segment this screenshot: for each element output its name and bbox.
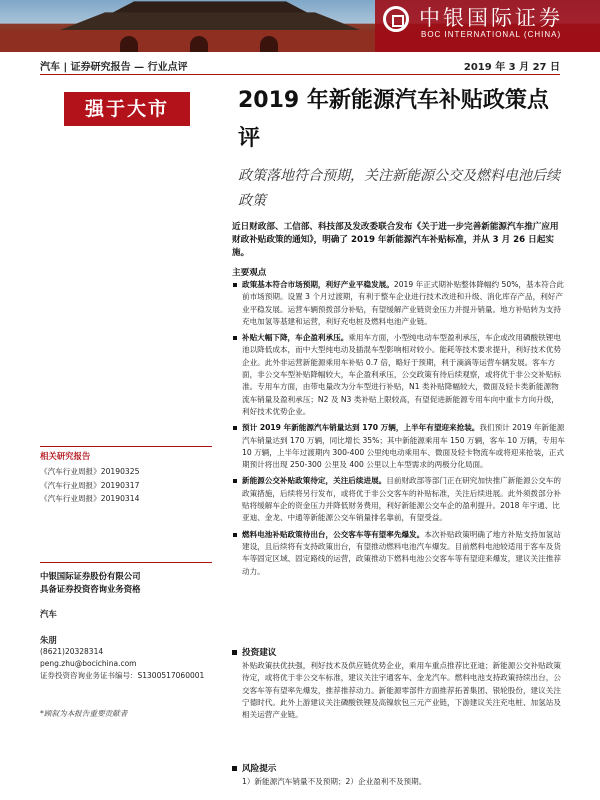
page-title: 2019 年新能源汽车补贴政策点评: [238, 88, 549, 151]
analyst-info: [40, 634, 218, 682]
contributor-note: *顾叙为本报告重要贡献者: [40, 709, 128, 718]
report-date: 2019 年 3 月 27 日: [463, 62, 560, 73]
sidebar-divider: [40, 446, 212, 447]
investment-text: 补贴政策扶优扶强，利好技术及供应链优势企业，乘用车重点推荐比亚迪；新能源公交补贴政策待定，或将优于非公交车标准，建议关注宇通客车、金龙汽车。燃料电池支持政策持续出台，公交客车等有望率先爆发，推荐推荐动力。新能源零部件方面推荐拓普集团、银轮股份，建议关注宁德时代。此外上游建议关注磷酸铁锂及高镍软包三元产业链，下游建议关注充电桩、加氢站及相关运营产业链。: [242, 661, 561, 720]
palace-arch: [120, 36, 138, 52]
boc-logo-icon: [383, 6, 409, 32]
main-points-heading: 主要观点: [232, 268, 267, 278]
rating-badge: 强于大市: [64, 92, 190, 126]
list-item: [232, 475, 566, 524]
palace-arch: [260, 36, 278, 52]
header-banner: [0, 0, 600, 52]
company-name: 中银国际证券股份有限公司 具备证券投资咨询业务资格: [40, 571, 141, 594]
header-divider: [40, 74, 560, 75]
related-report-link[interactable]: 《汽车行业周报》20190314: [40, 494, 140, 503]
related-reports-heading: 相关研究报告: [40, 451, 91, 461]
list-item: [232, 332, 566, 418]
investment-heading-text: 投资建议: [242, 648, 277, 658]
point-lead: 新能源公交补贴政策待定，关注后续进展。: [242, 476, 387, 486]
point-lead: 预计 2019 年新能源汽车销量达到 170 万辆，上半年有望迎来抢装。: [242, 423, 480, 433]
main-points-list: [232, 279, 566, 582]
analyst-cert: 证券投资咨询业务证书编号：S1300517060001: [40, 671, 205, 680]
related-reports-list: [40, 465, 212, 506]
list-item: [232, 422, 566, 471]
analyst-phone: (8621)20328314: [40, 647, 104, 656]
related-report-link[interactable]: 《汽车行业周报》20190317: [40, 480, 140, 490]
palace-arch: [190, 36, 208, 52]
point-lead: 补贴大幅下降，车企盈利承压。: [242, 333, 349, 343]
point-lead: 政策基本符合市场预期，利好产业平稳发展。: [242, 280, 394, 289]
analyst-email[interactable]: peng.zhu@bocichina.com: [40, 659, 137, 668]
list-item: [232, 529, 566, 578]
point-text: 2019 年正式期补贴整体降幅约 50%，基本符合此前市场预期。设置 3 个月过渡期，有利于整车企业进行技术改进和升级、消化库存产品，利好产业平稳发展。运营车辆预拨部分补贴，有望缓解产业链资金压力并提升销量。地方补贴转为支持充电加氢等基建和运营，利好充电桩及燃料电池产业链。: [242, 280, 564, 326]
bullet-square-icon: [232, 650, 237, 655]
point-lead: 燃料电池补贴政策待出台，公交客车等有望率先爆发。: [242, 529, 425, 539]
investment-heading: [232, 646, 276, 658]
analyst-name: 朱朋: [40, 635, 57, 645]
risk-heading: [232, 762, 276, 774]
related-report-link[interactable]: 《汽车行业周报》20190325: [40, 467, 140, 476]
company-logo: [375, 0, 600, 52]
abstract: 近日财政部、工信部、科技部及发改委联合发布《关于进一步完善新能源汽车推广应用财政补贴政策的通知》，明确了 2019 年新能源汽车补贴标准，并从 3 月 26 日起实施。: [232, 222, 559, 258]
risk-text: 1）新能源汽车销量不及预期；2）企业盈利不及预期。: [242, 777, 427, 786]
logo-text-cn: 中银国际证券: [419, 6, 563, 30]
industry-label: 汽车: [40, 609, 57, 619]
risk-heading-text: 风险提示: [242, 764, 277, 774]
bullet-square-icon: [232, 766, 237, 771]
page-subtitle: 政策落地符合预期，关注新能源公交及燃料电池后续政策: [238, 168, 560, 209]
palace-roof-upper: [110, 0, 310, 14]
breadcrumb: 汽车 | 证券研究报告 — 行业点评: [40, 62, 188, 73]
point-text: 本次补贴政策明确了地方补贴支持加氢站建设，且后续将有支持政策出台，有望推动燃料电池汽车爆发。目前燃料电池较适用于客车及货车等固定区域、固定路线的运营，政策推动下燃料电池公交客车等有望迎来爆发，建议关注推荐动力。: [242, 529, 561, 576]
sidebar-divider: [40, 562, 212, 563]
point-text: 目前财政部等部门正在研究加快推广新能源公交车的政策措施，后续将另行发布，或将优于非公交客车的补贴标准，关注后续进展。此外须拨部分补贴将缓解车企的资金压力并降低财务费用，利好新能源公交车企的盈利提升。2018 年宇通、比亚迪、金龙、中通等新能源公交车销量排名靠前，有望受益。: [242, 476, 561, 523]
point-text: 乘用车方面，小型纯电动车型盈利承压，车企或改用磷酸铁锂电池以降低成本，而中大型纯电动及插混车型影响相对较小。能耗等技术要求提升，利好技术优势企业。此外非运营新能源乘用车补贴 0.7 倍，略好于预期，利于滴滴等运营车辆发展。客车方面，非公交车型补贴降幅较大，车企盈利承压，公交政策有待后续观察，或将优于非公交补贴标准。专用车方面，由带电量改为分车型进行补贴，N1 类补贴降幅较大，微面及轻卡类新能源物流车销量及盈利承压；N2 及 N3 类补贴上限较高，有望促进新能源专用车向中重卡方向升级，利好技术优势企业。: [242, 333, 561, 416]
list-item: [232, 279, 566, 328]
logo-text-en: BOC INTERNATIONAL (CHINA): [421, 30, 562, 39]
point-text: 我们预计 2019 年新能源汽车销量达到 170 万辆，同比增长 35%；其中新能源乘用车 150 万辆，客车 10 万辆，专用车 10 万辆，上半年过渡期内 300-400 公里纯电动乘用车、微面及轻卡物流车或将迎来抢装，正式期预计将出现 250-300 公里及 400 公里以上车型需求的两极分化局面。: [242, 423, 566, 470]
